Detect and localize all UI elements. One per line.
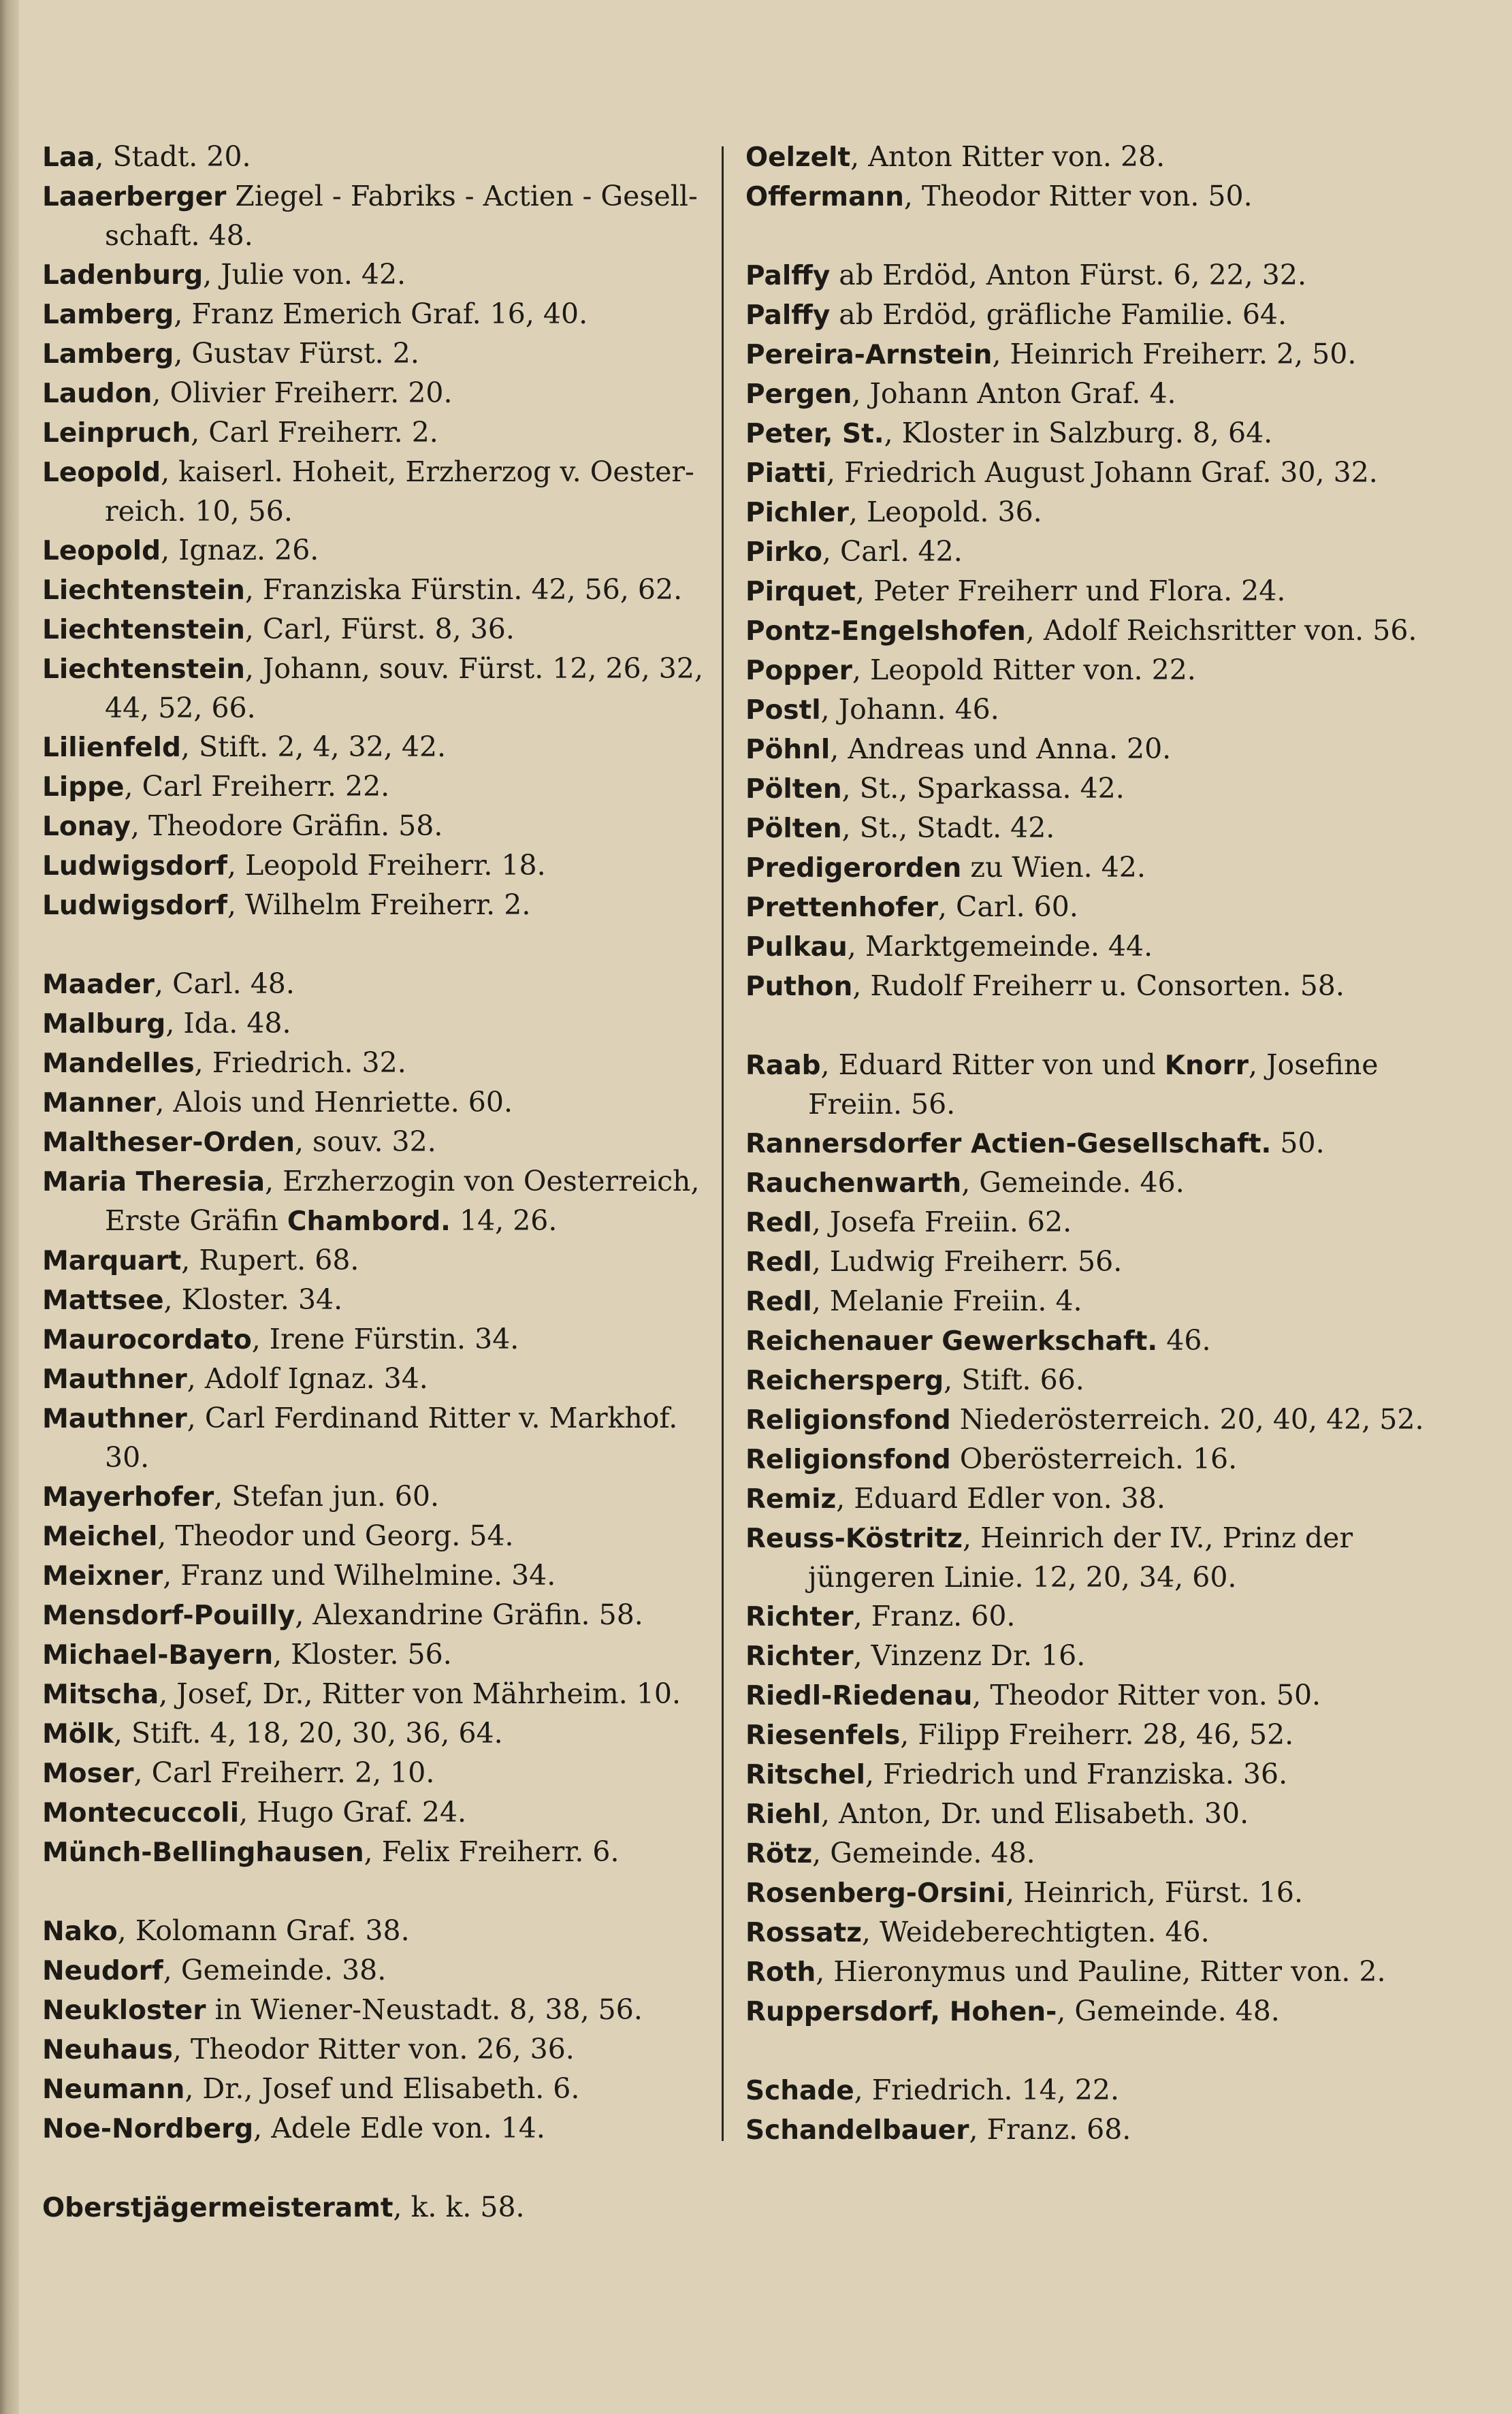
entry-name: Redl — [745, 1208, 812, 1238]
entry-details: , St., Stadt. 42. — [841, 811, 1055, 844]
entry-details: , Leopold Ritter von. 22. — [852, 654, 1196, 686]
index-entry — [745, 453, 1440, 493]
index-entry — [745, 888, 1440, 927]
entry-name: Mattsee — [42, 1285, 164, 1316]
index-entry — [42, 1281, 716, 1320]
entry-details: ab Erdöd, gräfliche Familie. 64. — [830, 298, 1287, 331]
index-entry — [745, 1242, 1440, 1282]
entry-name: Palffy — [745, 300, 831, 331]
index-entry — [42, 413, 716, 453]
index-entry — [745, 1676, 1440, 1716]
entry-details: , Irene Fürstin. 34. — [251, 1323, 519, 1355]
entry-name: Popper — [745, 656, 852, 686]
entry-name: Riehl — [745, 1799, 821, 1830]
index-entry — [745, 2110, 1440, 2150]
entry-details: , Heinrich der IV., Prinz der jüngeren Linie. 12, 20, 34, 60. — [808, 1522, 1353, 1594]
entry-name: Maurocordato — [42, 1325, 252, 1355]
entry-details: , k. k. 58. — [393, 2191, 525, 2223]
entry-name: Liechtenstein — [42, 615, 245, 645]
entry-name: Laudon — [42, 379, 152, 409]
index-entry — [42, 767, 716, 807]
index-entry — [42, 846, 716, 886]
index-entry — [42, 177, 716, 255]
entry-details: , Julie von. 42. — [203, 258, 406, 291]
entry-name: Neukloster — [42, 1995, 206, 2026]
entry-name: Nako — [42, 1916, 118, 1947]
index-entry — [745, 532, 1440, 572]
entry-name: Marquart — [42, 1246, 182, 1276]
entry-name: Neuhaus — [42, 2035, 173, 2065]
right-column — [745, 138, 1440, 2150]
index-entry — [745, 1913, 1440, 1952]
entry-name: Remiz — [745, 1484, 837, 1515]
index-entry — [42, 1083, 716, 1123]
entry-details: , Olivier Freiherr. 20. — [152, 376, 453, 409]
index-entry — [42, 1477, 716, 1517]
index-entry — [745, 769, 1440, 809]
entry-name: Reichersperg — [745, 1366, 944, 1396]
entry-details: , kaiserl. Hoheit, Erzherzog v. Oesterreich. 10, 56. — [105, 455, 694, 528]
index-entry — [42, 453, 716, 531]
entry-name: Postl — [745, 695, 821, 726]
entry-details: , Josef, Dr., Ritter von Mährheim. 10. — [159, 1677, 681, 1710]
letter-group-gap — [42, 2149, 716, 2188]
index-entry — [745, 1992, 1440, 2031]
index-entry — [745, 1124, 1440, 1163]
entry-details: , Leopold. 36. — [848, 496, 1042, 528]
entry-details: , Anton Ritter von. 28. — [850, 140, 1165, 173]
entry-details: , Rudolf Freiherr u. Consorten. 58. — [852, 969, 1345, 1002]
entry-details: , Gemeinde. 38. — [163, 1954, 387, 1986]
entry-name: Piatti — [745, 458, 826, 489]
entry-name: Rauchenwarth — [745, 1168, 962, 1199]
entry-name: Richter — [745, 1641, 854, 1672]
index-entry — [42, 610, 716, 649]
entry-details: , Stift. 66. — [944, 1364, 1084, 1396]
entry-details: , Andreas und Anna. 20. — [830, 733, 1172, 765]
entry-details: , Theodor Ritter von. 26, 36. — [172, 2033, 575, 2065]
index-entry — [42, 1596, 716, 1635]
entry-details: , Felix Freiherr. 6. — [364, 1835, 620, 1868]
entry-details: , Erzherzogin von Oesterreich, Erste Gräfin — [105, 1165, 700, 1237]
index-entry — [745, 1716, 1440, 1755]
entry-name: Roth — [745, 1957, 816, 1988]
index-entry — [745, 1046, 1440, 1124]
entry-name: Mitscha — [42, 1679, 159, 1710]
index-entry — [745, 651, 1440, 690]
entry-details: , Kolomann Graf. 38. — [117, 1914, 410, 1947]
index-entry — [42, 1044, 716, 1083]
entry-details: , Theodore Gräfin. 58. — [130, 809, 443, 842]
entry-details: , Franziska Fürstin. 42, 56, 62. — [244, 573, 683, 606]
entry-details: Ziegel - Fabriks - Actien - Gesellschaft. 48. — [105, 180, 698, 252]
entry-name-secondary: Knorr — [1164, 1050, 1249, 1081]
index-entry — [42, 570, 716, 610]
index-entry — [42, 1162, 716, 1241]
entry-details: , Franz. 68. — [969, 2113, 1131, 2146]
entry-name: Maria Theresia — [42, 1167, 266, 1197]
entry-name: Pontz-Engelshofen — [745, 616, 1026, 647]
entry-name: Rossatz — [745, 1918, 862, 1948]
index-entry — [745, 572, 1440, 611]
entry-details: zu Wien. 42. — [961, 851, 1146, 884]
entry-details: , Carl, Fürst. 8, 36. — [244, 613, 515, 645]
letter-group-gap — [745, 2031, 1440, 2071]
entry-details: , Heinrich, Fürst. 16. — [1006, 1876, 1304, 1909]
entry-details: , Filipp Freiherr. 28, 46, 52. — [900, 1718, 1294, 1751]
index-entry — [42, 2070, 716, 2109]
entry-name: Meixner — [42, 1561, 163, 1592]
index-entry — [745, 1321, 1440, 1361]
entry-details: , Hugo Graf. 24. — [239, 1796, 467, 1829]
index-entry — [42, 965, 716, 1004]
entry-details: , Alois und Henriette. 60. — [155, 1086, 513, 1119]
entry-name: Schandelbauer — [745, 2115, 969, 2146]
entry-details: , St., Sparkassa. 42. — [841, 772, 1125, 805]
entry-details: , Anton, Dr. und Elisabeth. 30. — [820, 1797, 1249, 1830]
entry-name: Ludwigsdorf — [42, 890, 227, 921]
index-entry — [745, 848, 1440, 888]
entry-details: , Adele Edle von. 14. — [253, 2112, 545, 2144]
entry-name: Liechtenstein — [42, 654, 245, 685]
entry-name: Malburg — [42, 1009, 166, 1040]
index-entry — [745, 1597, 1440, 1637]
entry-name: Noe-Nordberg — [42, 2114, 254, 2144]
entry-details: , Friedrich. 14, 22. — [854, 2074, 1119, 2106]
index-entry — [42, 1951, 716, 1991]
entry-details: , Ignaz. 26. — [161, 534, 319, 566]
entry-name: Reuss-Köstritz — [745, 1524, 963, 1554]
entry-name: Maltheser-Orden — [42, 1127, 295, 1158]
entry-details: , Adolf Ignaz. 34. — [187, 1362, 428, 1395]
index-entry — [42, 1399, 716, 1477]
entry-name: Prettenhofer — [745, 892, 938, 923]
entry-name: Lamberg — [42, 300, 174, 330]
index-entry — [42, 1833, 716, 1872]
entry-details: , Weideberechtigten. 46. — [861, 1916, 1210, 1948]
entry-name: Reichenauer Gewerkschaft. — [745, 1326, 1158, 1357]
index-entry — [42, 728, 716, 767]
entry-details: , Stift. 2, 4, 32, 42. — [180, 730, 447, 763]
entry-name: Rötz — [745, 1839, 813, 1869]
entry-details: , Marktgemeinde. 44. — [847, 930, 1153, 963]
entry-details: in Wiener-Neustadt. 8, 38, 56. — [206, 1993, 643, 2026]
index-entry — [42, 1991, 716, 2030]
index-entry — [745, 927, 1440, 967]
entry-details: , Hieronymus und Pauline, Ritter von. 2. — [816, 1955, 1386, 1988]
entry-details: , Adolf Reichsritter von. 56. — [1025, 614, 1417, 647]
index-entry — [42, 1714, 716, 1754]
entry-name: Lonay — [42, 811, 131, 842]
entry-details: , Stadt. 20. — [95, 140, 251, 173]
index-entry — [42, 1754, 716, 1793]
entry-name: Pirquet — [745, 577, 856, 607]
entry-name: Lamberg — [42, 339, 174, 370]
entry-name: Mensdorf-Pouilly — [42, 1600, 295, 1631]
entry-name: Ladenburg — [42, 260, 204, 291]
entry-details: , Franz Emerich Graf. 16, 40. — [174, 297, 588, 330]
entry-name: Mayerhofer — [42, 1482, 214, 1513]
index-entry — [42, 1793, 716, 1833]
index-entry — [42, 1123, 716, 1162]
entry-name: Redl — [745, 1247, 812, 1278]
entry-details: , Theodor und Georg. 54. — [157, 1519, 514, 1552]
entry-name: Lippe — [42, 772, 125, 803]
entry-details: , Gemeinde. 48. — [812, 1837, 1035, 1869]
entry-details: , Leopold Freiherr. 18. — [227, 849, 546, 882]
entry-details: , Johann, souv. Fürst. 12, 26, 32, 44, 52, 66. — [105, 652, 703, 724]
index-entry — [745, 1479, 1440, 1519]
index-entry — [745, 1400, 1440, 1440]
entry-name: Offermann — [745, 182, 904, 212]
entry-details: , Franz. 60. — [853, 1600, 1016, 1632]
entry-details: , Gustav Fürst. 2. — [174, 337, 419, 370]
index-entry — [745, 335, 1440, 374]
entry-details-secondary: 14, 26. — [450, 1204, 558, 1237]
entry-name: Mauthner — [42, 1364, 187, 1395]
entry-details: , Carl Freiherr. 22. — [124, 770, 390, 803]
entry-details: , Stift. 4, 18, 20, 30, 36, 64. — [113, 1717, 503, 1750]
entry-name: Religionsfond — [745, 1405, 951, 1436]
index-entry — [745, 1440, 1440, 1479]
index-entry — [745, 690, 1440, 730]
entry-details: , Peter Freiherr und Flora. 24. — [855, 575, 1286, 607]
entry-name: Redl — [745, 1287, 812, 1317]
entry-name: Ritschel — [745, 1760, 865, 1790]
index-entry — [745, 1637, 1440, 1676]
entry-details: 46. — [1157, 1324, 1211, 1357]
index-entry — [745, 493, 1440, 532]
entry-details: , Johann. 46. — [820, 693, 999, 726]
entry-details: , Kloster in Salzburg. 8, 64. — [884, 417, 1273, 449]
entry-name: Maader — [42, 969, 155, 1000]
entry-details: , Franz und Wilhelmine. 34. — [163, 1559, 556, 1592]
index-entry — [42, 1675, 716, 1714]
entry-name: Mandelles — [42, 1048, 195, 1079]
index-entry — [42, 531, 716, 570]
index-entry — [745, 138, 1440, 177]
entry-name: Pichler — [745, 498, 849, 528]
entry-name: Ludwigsdorf — [42, 851, 227, 882]
index-entry — [745, 1755, 1440, 1795]
entry-name: Neumann — [42, 2074, 185, 2105]
index-entry — [745, 374, 1440, 414]
index-entry — [42, 138, 716, 177]
entry-details: , Johann Anton Graf. 4. — [852, 377, 1176, 410]
entry-details: , souv. 32. — [294, 1125, 436, 1158]
entry-details: , Friedrich. 32. — [194, 1046, 406, 1079]
index-entry — [745, 2071, 1440, 2110]
entry-name: Pölten — [745, 814, 842, 844]
entry-details: Oberösterreich. 16. — [950, 1443, 1238, 1475]
index-entry — [745, 1795, 1440, 1834]
index-entry — [42, 1556, 716, 1596]
entry-name: Peter, St. — [745, 419, 884, 449]
index-entry — [745, 611, 1440, 651]
entry-name: Riesenfels — [745, 1720, 901, 1751]
entry-name: Manner — [42, 1088, 156, 1119]
index-entry — [42, 886, 716, 925]
entry-name: Laa — [42, 142, 95, 173]
entry-name: Leopold — [42, 536, 161, 566]
entry-name: Meichel — [42, 1522, 158, 1552]
entry-details: , Carl Ferdinand Ritter v. Markhof. 30. — [105, 1402, 678, 1474]
entry-name: Pirko — [745, 537, 822, 568]
entry-details: , Gemeinde. 48. — [1057, 1995, 1280, 2027]
book-spine-edge — [0, 0, 19, 2414]
index-entry — [745, 1873, 1440, 1913]
index-entry — [745, 414, 1440, 453]
entry-details-secondary: , Josefine Freiin. 56. — [808, 1048, 1379, 1121]
index-entry — [745, 1952, 1440, 1992]
entry-name: Mölk — [42, 1719, 114, 1750]
index-entry — [42, 649, 716, 728]
entry-details: , Kloster. 34. — [163, 1283, 343, 1316]
entry-details: , Ida. 48. — [165, 1007, 291, 1040]
entry-name: Liechtenstein — [42, 575, 245, 606]
entry-details: , Carl. 42. — [822, 535, 963, 568]
index-entry — [745, 1519, 1440, 1597]
entry-name: Schade — [745, 2076, 854, 2106]
index-entry — [745, 1203, 1440, 1242]
entry-details: , Alexandrine Gräfin. 58. — [295, 1598, 643, 1631]
entry-details: 50. — [1271, 1127, 1325, 1159]
entry-details: , Josefa Freiin. 62. — [811, 1206, 1072, 1238]
entry-details: , Eduard Edler von. 38. — [836, 1482, 1165, 1515]
entry-name: Raab — [745, 1050, 821, 1081]
index-entry — [42, 1635, 716, 1675]
index-entry — [42, 295, 716, 334]
index-entry — [42, 807, 716, 846]
letter-group-gap — [745, 216, 1440, 256]
entry-name: Pölten — [745, 774, 842, 805]
entry-details: , Theodor Ritter von. 50. — [972, 1679, 1321, 1711]
index-entry — [745, 809, 1440, 848]
entry-details: , Melanie Freiin. 4. — [811, 1285, 1082, 1317]
index-entry — [42, 1004, 716, 1044]
entry-name: Palffy — [745, 261, 831, 291]
entry-details: , Wilhelm Freiherr. 2. — [227, 888, 531, 921]
entry-details: , Theodor Ritter von. 50. — [903, 180, 1253, 212]
entry-name: Rosenberg-Orsini — [745, 1878, 1006, 1909]
entry-name: Leopold — [42, 457, 161, 488]
entry-details: , Carl. 60. — [937, 890, 1078, 923]
index-entry — [42, 334, 716, 374]
index-entry — [42, 2109, 716, 2149]
entry-details: , Dr., Josef und Elisabeth. 6. — [184, 2072, 580, 2105]
index-entry — [745, 967, 1440, 1006]
index-entry — [42, 374, 716, 413]
entry-name: Predigerorden — [745, 853, 962, 884]
entry-name: Oelzelt — [745, 142, 851, 173]
entry-details: , Rupert. 68. — [181, 1244, 359, 1276]
index-entry — [745, 1834, 1440, 1873]
letter-group-gap — [42, 925, 716, 965]
entry-name: Michael-Bayern — [42, 1640, 274, 1671]
index-entry — [42, 1241, 716, 1281]
entry-name: Pereira-Arnstein — [745, 340, 993, 370]
entry-name: Richter — [745, 1602, 854, 1632]
index-entry — [42, 255, 716, 295]
entry-details: , Gemeinde. 46. — [961, 1166, 1185, 1199]
entry-details: , Carl Freiherr. 2, 10. — [133, 1756, 435, 1789]
entry-name: Pöhnl — [745, 735, 831, 765]
letter-group-gap — [745, 1006, 1440, 1046]
entry-details: , Vinzenz Dr. 16. — [853, 1639, 1086, 1672]
entry-name: Pergen — [745, 379, 852, 410]
entry-name: Riedl-Riedenau — [745, 1681, 973, 1711]
index-entry — [42, 1912, 716, 1951]
entry-name: Ruppersdorf, Hohen- — [745, 1997, 1057, 2027]
letter-group-gap — [42, 1872, 716, 1912]
index-entry — [745, 1361, 1440, 1400]
entry-details: ab Erdöd, Anton Fürst. 6, 22, 32. — [830, 259, 1307, 291]
index-entry — [745, 730, 1440, 769]
entry-name: Laaerberger — [42, 182, 227, 212]
index-entry — [42, 2030, 716, 2070]
index-entry — [745, 295, 1440, 335]
index-entry — [42, 1517, 716, 1556]
index-entry — [42, 1359, 716, 1399]
index-entry — [745, 256, 1440, 295]
entry-name-secondary: Chambord. — [287, 1206, 451, 1237]
column-divider — [722, 146, 724, 2141]
entry-details: , Friedrich und Franziska. 36. — [865, 1758, 1288, 1790]
entry-name: Rannersdorfer Actien-Gesellschaft. — [745, 1129, 1272, 1159]
index-entry — [42, 2188, 716, 2227]
entry-details: Niederösterreich. 20, 40, 42, 52. — [950, 1403, 1424, 1436]
entry-details: , Eduard Ritter von und — [820, 1048, 1165, 1081]
entry-name: Münch-Bellinghausen — [42, 1837, 364, 1868]
entry-name: Moser — [42, 1758, 134, 1789]
entry-name: Leinpruch — [42, 418, 191, 449]
entry-name: Religionsfond — [745, 1445, 951, 1475]
index-entry — [745, 1282, 1440, 1321]
index-entry — [745, 1163, 1440, 1203]
index-entry — [745, 177, 1440, 216]
left-column — [42, 138, 716, 2227]
entry-name: Mauthner — [42, 1404, 187, 1434]
entry-details: , Friedrich August Johann Graf. 30, 32. — [826, 456, 1378, 489]
entry-details: , Heinrich Freiherr. 2, 50. — [992, 338, 1357, 370]
entry-name: Neudorf — [42, 1956, 163, 1986]
entry-name: Oberstjägermeisteramt — [42, 2193, 393, 2223]
entry-name: Lilienfeld — [42, 733, 181, 763]
entry-details: , Kloster. 56. — [273, 1638, 452, 1671]
entry-name: Puthon — [745, 971, 853, 1002]
index-entry — [42, 1320, 716, 1359]
entry-details: , Carl Freiherr. 2. — [191, 416, 438, 449]
entry-name: Montecuccoli — [42, 1798, 240, 1829]
entry-details: , Carl. 48. — [155, 967, 295, 1000]
entry-name: Pulkau — [745, 932, 848, 963]
entry-details: , Stefan jun. 60. — [214, 1480, 439, 1513]
entry-details: , Ludwig Freiherr. 56. — [811, 1245, 1123, 1278]
